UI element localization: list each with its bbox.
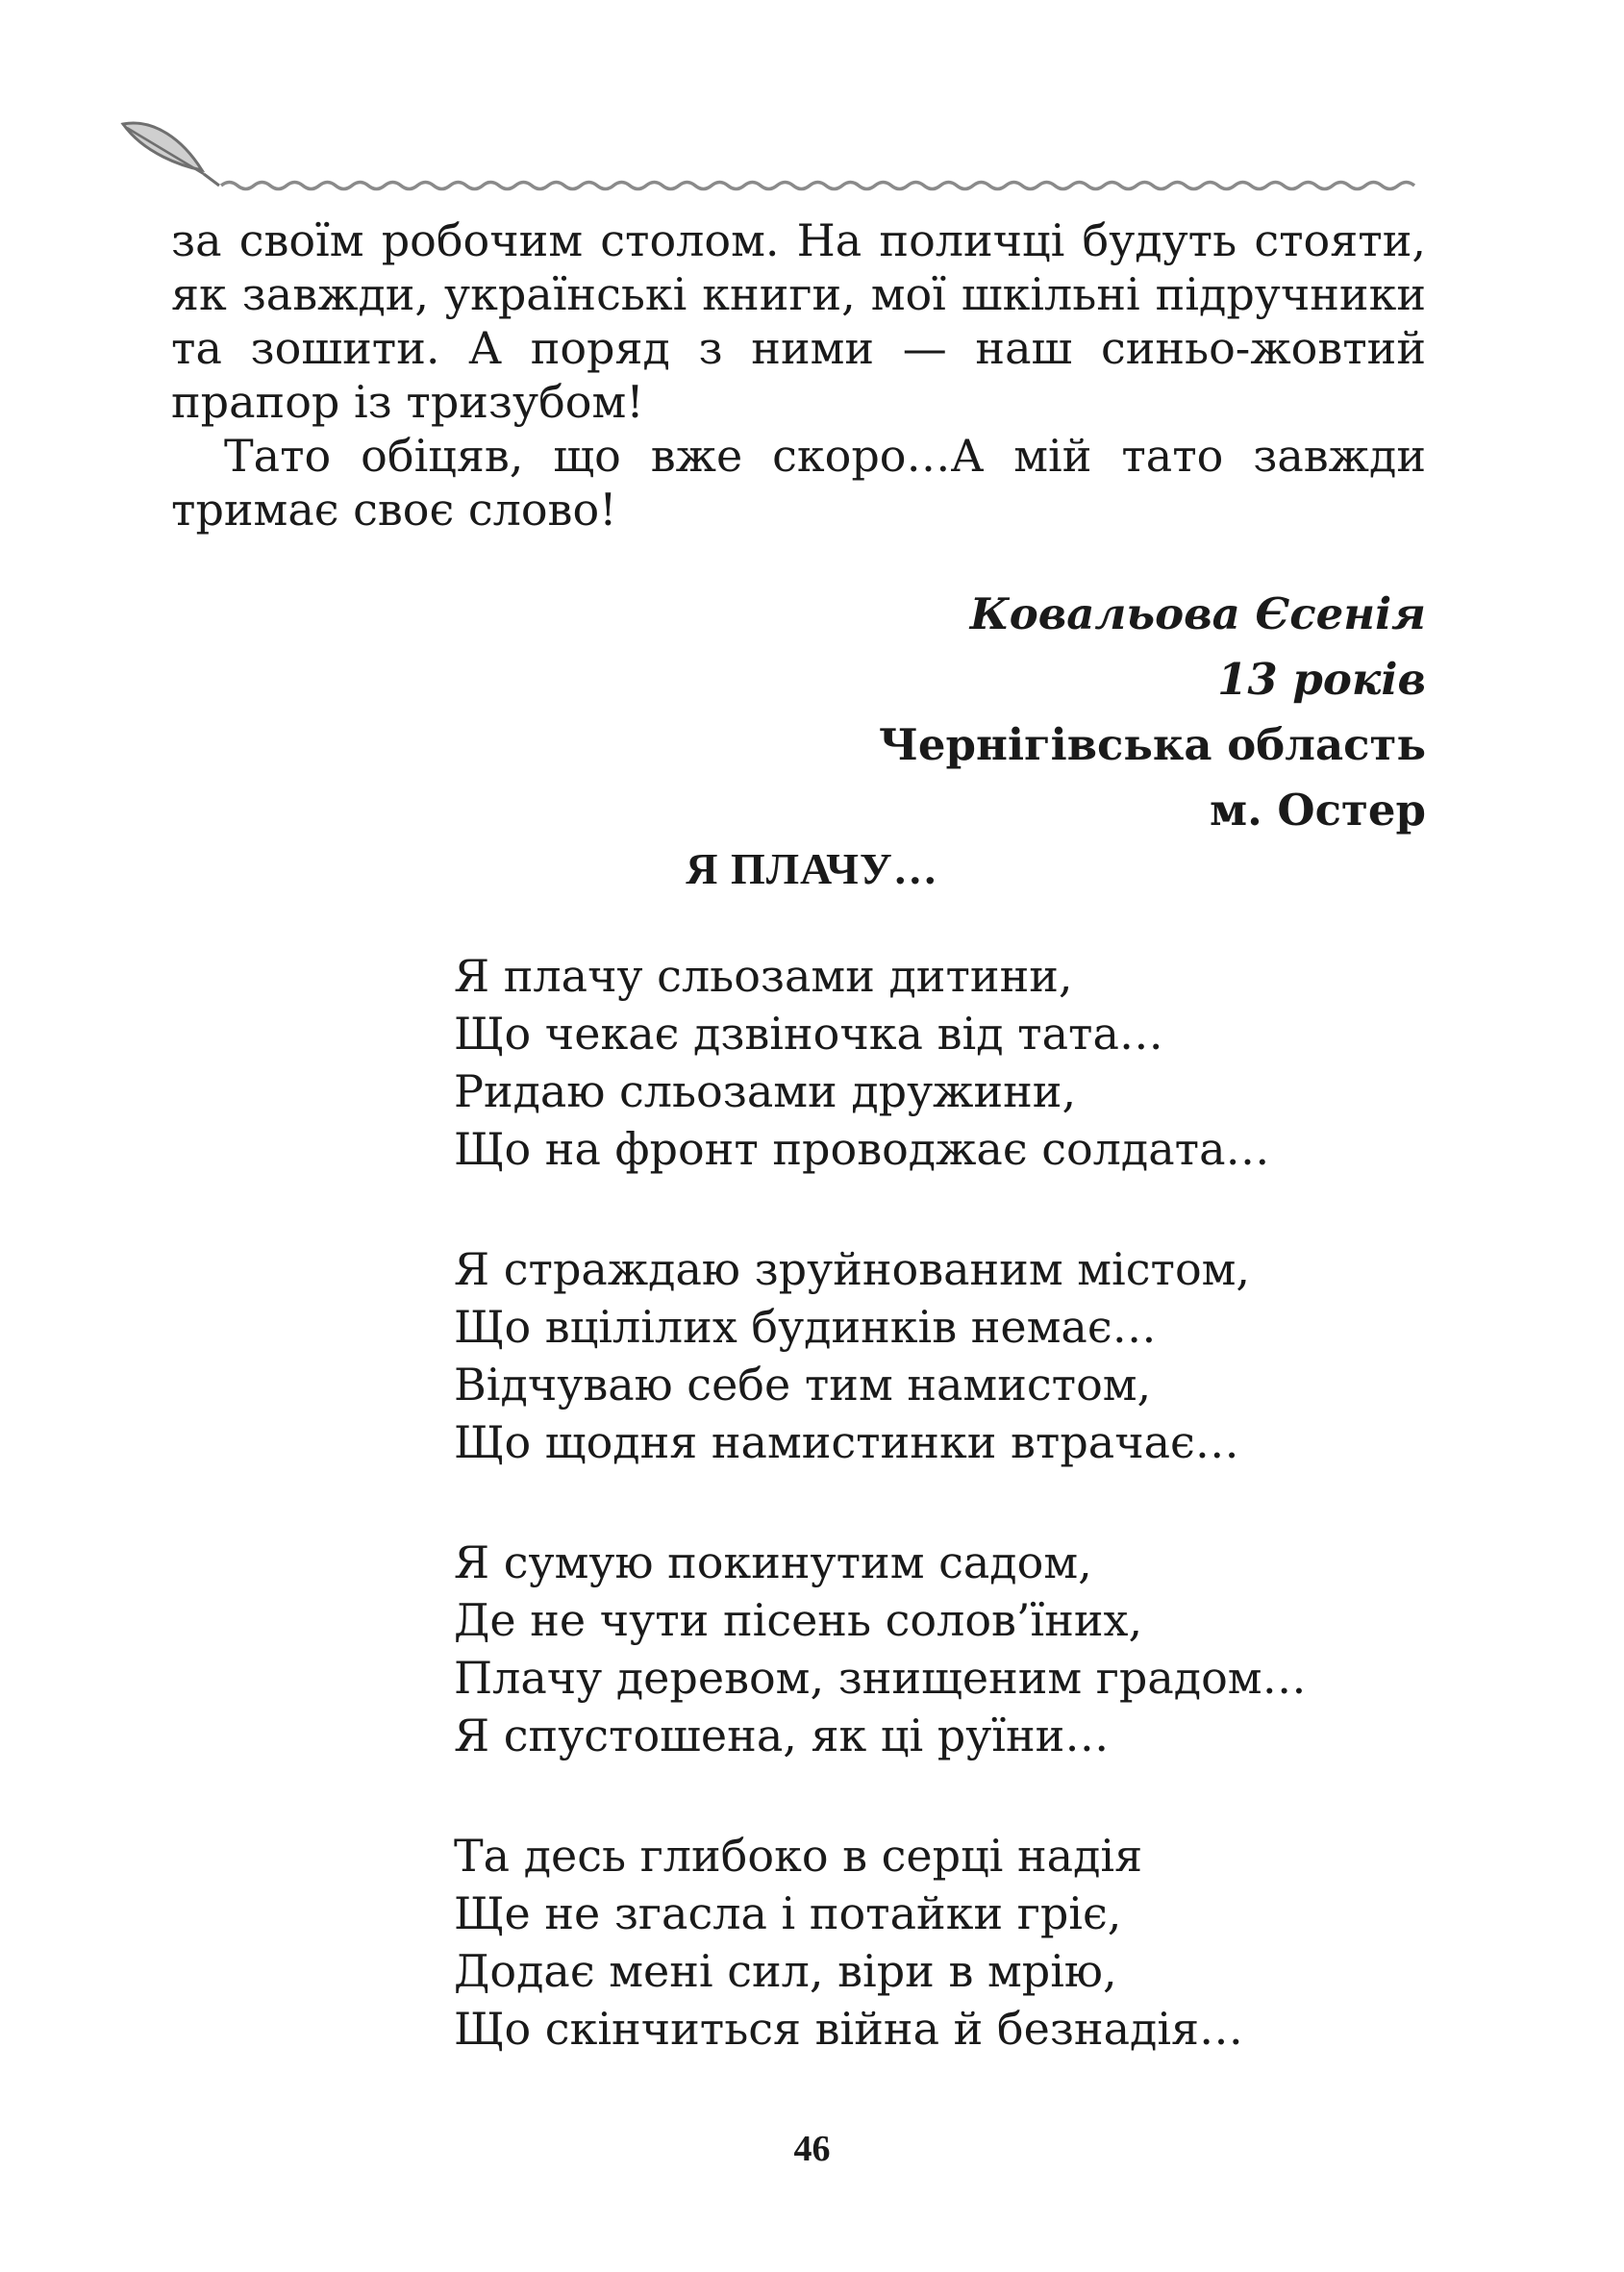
poem-line: Плачу деревом, знищеним градом… xyxy=(454,1652,1307,1704)
poem-line: Я страждаю зруйнованим містом, xyxy=(454,1243,1251,1295)
poem xyxy=(454,947,1307,2120)
poem-line: Ридаю сльозами дружини, xyxy=(454,1065,1077,1117)
poem-line: Що на фронт проводжає солдата… xyxy=(454,1123,1270,1175)
poem-line: Що чекає дзвіночка від тата… xyxy=(454,1008,1163,1060)
poem-line: Що щодня намистинки втрачає… xyxy=(454,1416,1239,1468)
story-text xyxy=(171,213,1426,537)
poem-line: Та десь глибоко в серці надія xyxy=(454,1830,1143,1882)
story-paragraph: Тато обіцяв, що вже скоро…А мій тато завжди тримає своє слово! xyxy=(171,430,1426,536)
author-signature xyxy=(879,582,1426,843)
poem-stanza xyxy=(454,1827,1307,2058)
poem-line: Відчуваю себе тим намистом, xyxy=(454,1359,1152,1411)
poem-line: Ще не згасла і потайки гріє, xyxy=(454,1887,1122,1939)
header-ornament xyxy=(115,111,1433,197)
poem-line: Я сумую покинутим садом, xyxy=(454,1536,1092,1588)
poem-line: Де не чути пісень солов’їних, xyxy=(454,1594,1143,1646)
quill-feather-icon xyxy=(123,123,219,186)
page-number: 46 xyxy=(793,2129,831,2169)
author-region: Чернігівська область xyxy=(878,719,1426,770)
poem-line: Що скінчиться війна й безнадія… xyxy=(454,2003,1244,2055)
poem-line: Я плачу сльозами дитини, xyxy=(454,950,1073,1002)
poem-line: Що вцілілих будинків немає… xyxy=(454,1301,1157,1353)
poem-stanza xyxy=(454,1240,1307,1471)
poem-line: Я спустошена, як ці руїни… xyxy=(454,1710,1110,1761)
author-city: м. Остер xyxy=(1210,785,1426,836)
poem-stanza xyxy=(454,947,1307,1178)
poem-title: Я ПЛАЧУ… xyxy=(686,844,938,893)
wavy-divider xyxy=(221,183,1414,189)
author-age: 13 років xyxy=(1217,654,1426,705)
poem-stanza xyxy=(454,1534,1307,1764)
story-paragraph: за своїм робочим столом. На поличці будуть стояти, як завжди, українські книги, мої шкільні підручники та зошити. А поряд з ними — наш синьо-жовтий прапор із тризубом! xyxy=(171,214,1426,428)
poem-line: Додає мені сил, віри в мрію, xyxy=(454,1945,1117,1997)
author-name: Ковальова Єсенія xyxy=(969,588,1426,639)
